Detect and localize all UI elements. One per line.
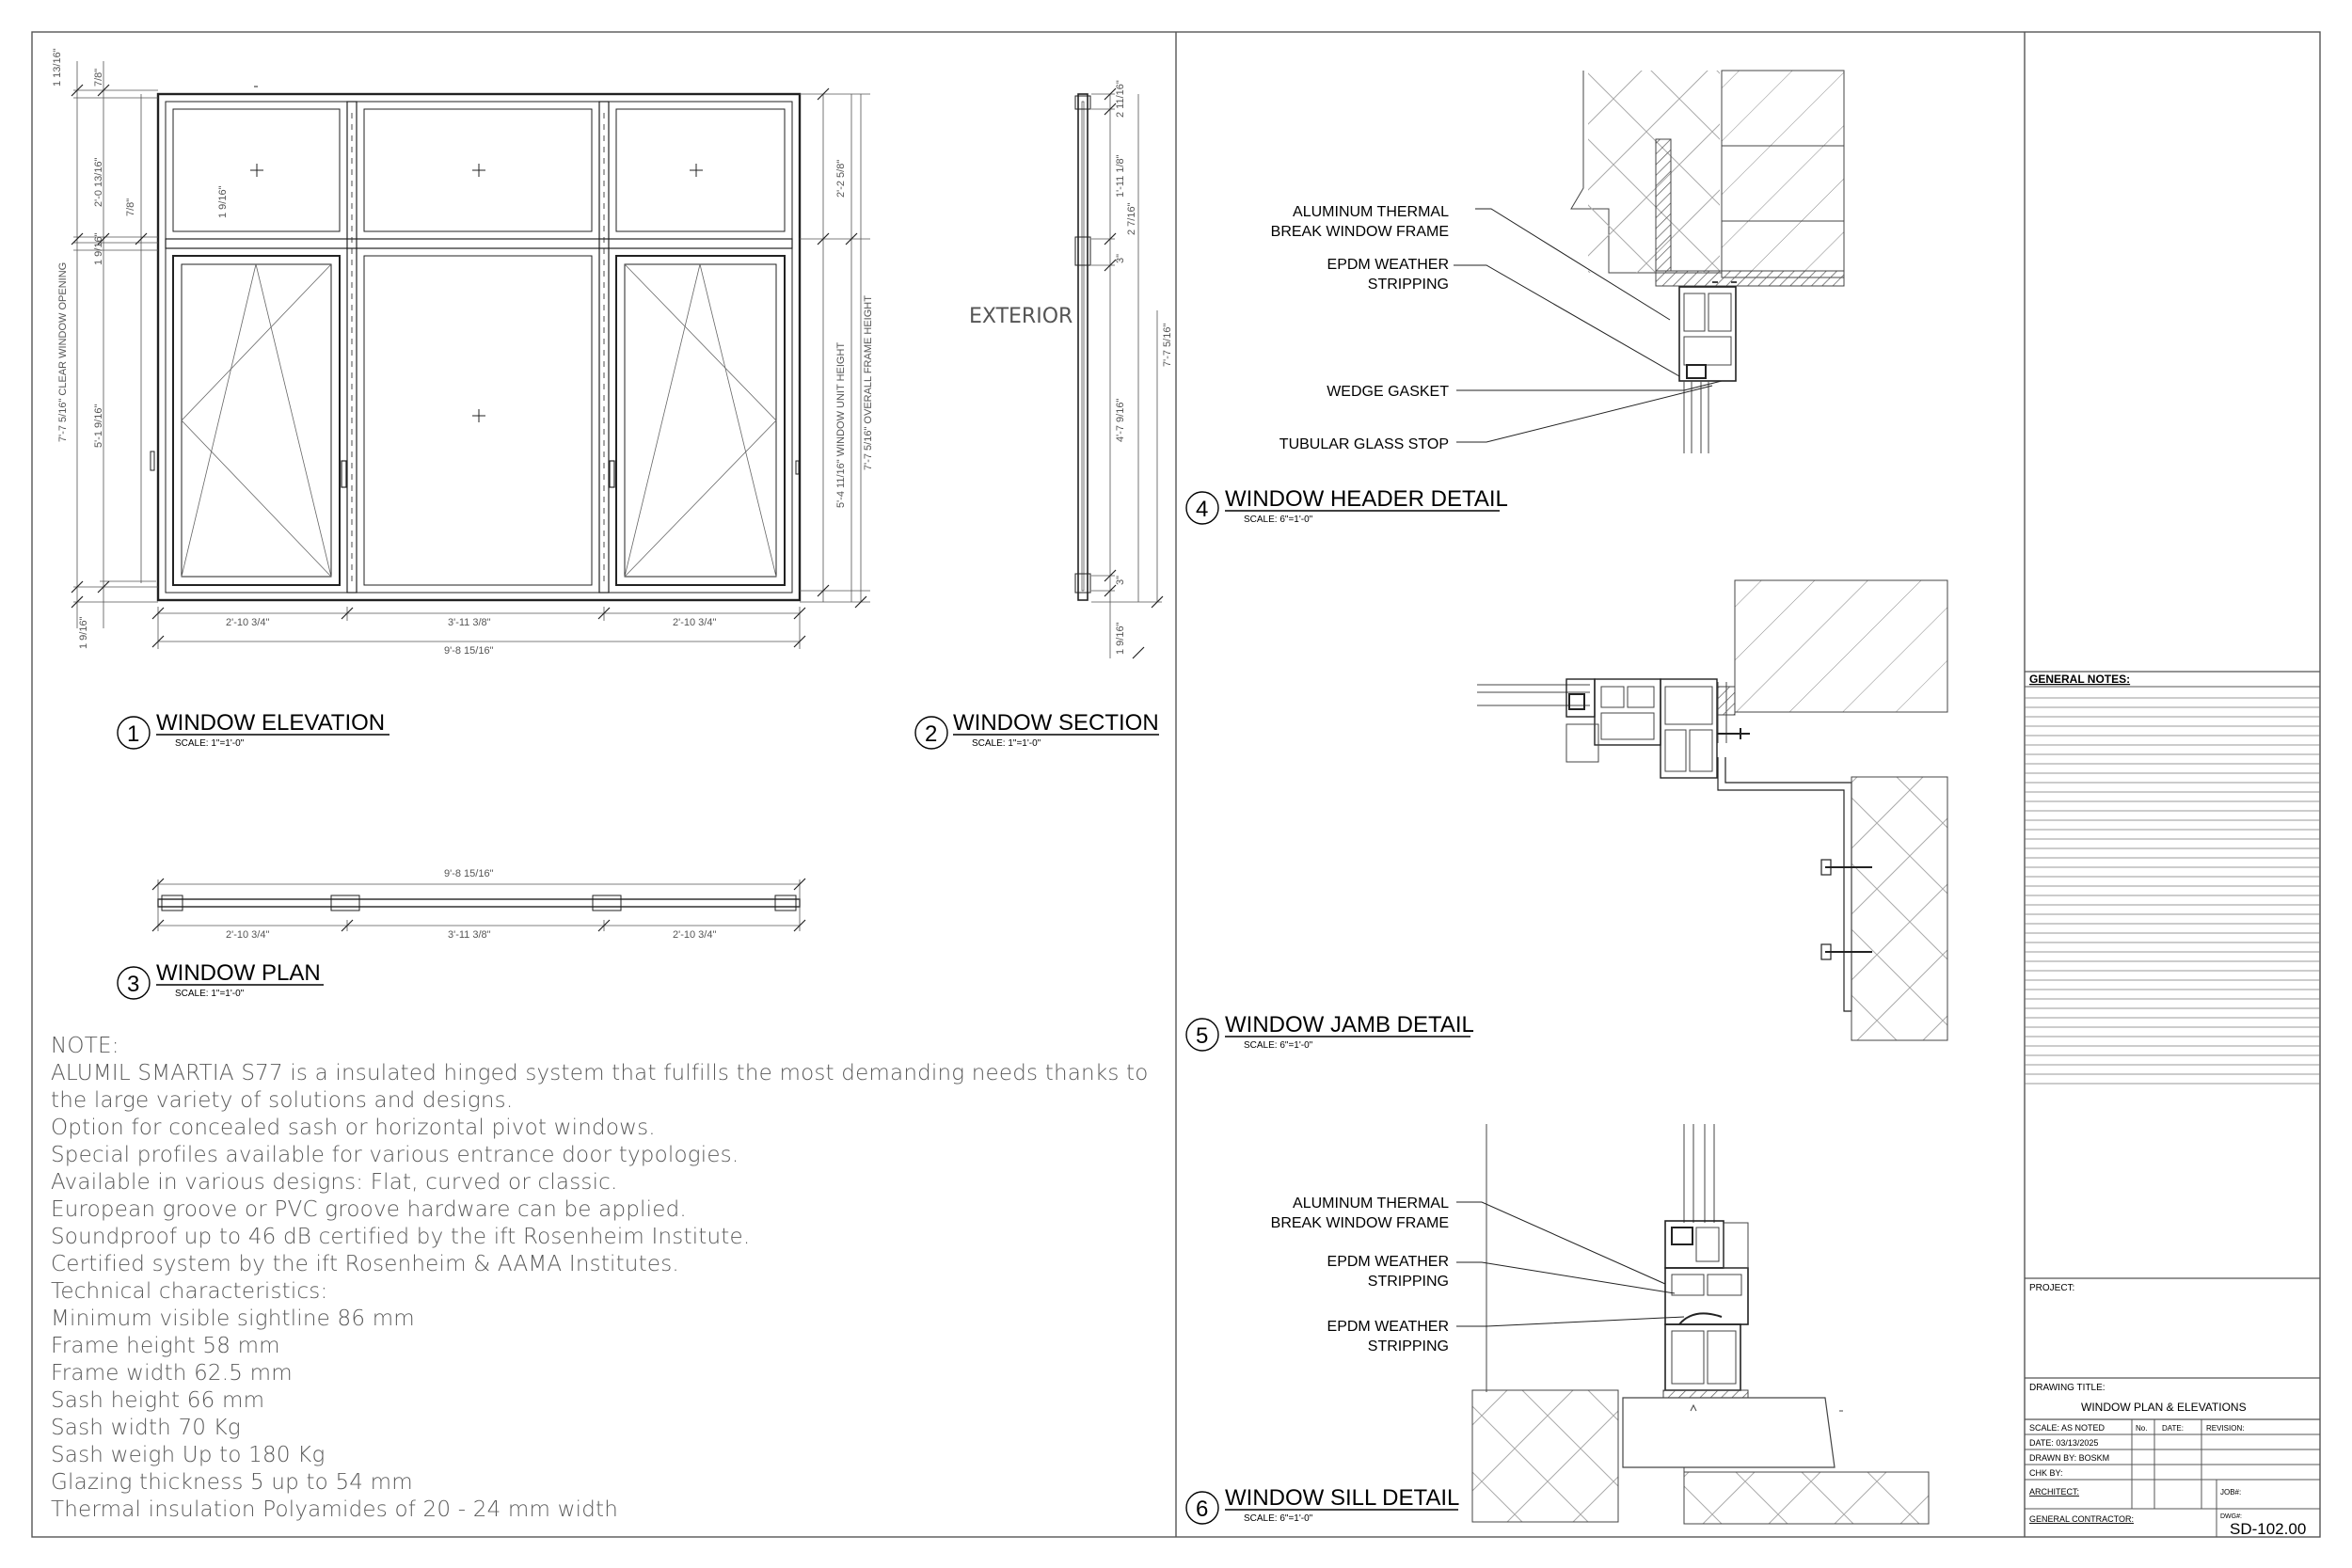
header-callout-epdm-2: STRIPPING bbox=[1367, 277, 1449, 293]
dim-width-mid: 3'-11 3/8" bbox=[448, 617, 491, 628]
view-title-4 bbox=[1186, 486, 1508, 525]
dim-top-small: 1 13/16" bbox=[52, 48, 63, 87]
chk-by-label: CHK BY: bbox=[2029, 1468, 2063, 1478]
dim-upper: 2'-0 13/16" bbox=[93, 157, 104, 207]
drawing-title-label: DRAWING TITLE: bbox=[2029, 1383, 2106, 1393]
date-label: DATE: 03/13/2025 bbox=[2029, 1438, 2099, 1448]
drawing-title: WINDOW PLAN & ELEVATIONS bbox=[2081, 1401, 2247, 1414]
section-d6: 3" bbox=[1115, 575, 1126, 585]
window-plan bbox=[152, 879, 805, 931]
notes-line: Soundproof up to 46 dB certified by the ift Rosenheim Institute. bbox=[51, 1225, 751, 1249]
view-title-text-5: WINDOW JAMB DETAIL bbox=[1225, 1012, 1474, 1037]
job-label: JOB#: bbox=[2220, 1488, 2242, 1497]
sill-callout-epdm-a-1: EPDM WEATHER bbox=[1327, 1254, 1449, 1270]
sill-callout-epdm-a-2: STRIPPING bbox=[1367, 1274, 1449, 1290]
notes-heading: NOTE: bbox=[51, 1034, 119, 1058]
view-title-text-2: WINDOW SECTION bbox=[953, 710, 1159, 736]
plan-total: 9'-8 15/16" bbox=[444, 868, 494, 879]
section-dim-texts bbox=[969, 80, 1173, 655]
section-total: 7'-7 5/16" bbox=[1162, 323, 1173, 367]
section-d5: 4'-7 9/16" bbox=[1115, 398, 1126, 442]
notes-line: Special profiles available for various entrance door typologies. bbox=[51, 1143, 739, 1167]
header-callout-wedge: WEDGE GASKET bbox=[1327, 384, 1449, 400]
section-exterior-label: EXTERIOR bbox=[969, 305, 1073, 328]
section-d1: 2 11/16" bbox=[1115, 80, 1126, 118]
sill-callout-frame-1: ALUMINUM THERMAL bbox=[1293, 1196, 1449, 1212]
dwg-label: DWG#: bbox=[2220, 1513, 2242, 1520]
sill-callout-epdm-b-1: EPDM WEATHER bbox=[1327, 1319, 1449, 1335]
notes-line: Technical characteristics: bbox=[51, 1279, 328, 1304]
notes-line: Sash width 70 Kg bbox=[51, 1416, 241, 1440]
plan-right: 2'-10 3/4" bbox=[673, 929, 717, 941]
view-number-1: 1 bbox=[127, 721, 140, 747]
dim-width-left: 2'-10 3/4" bbox=[226, 617, 270, 628]
dim-unit-height: 5'-4 11/16" WINDOW UNIT HEIGHT bbox=[835, 341, 847, 508]
dim-transom: 1 9/16" bbox=[217, 185, 229, 218]
sheet-number: SD-102.00 bbox=[2230, 1520, 2307, 1538]
drawn-by-label: DRAWN BY: BOSKM bbox=[2029, 1453, 2110, 1463]
header-callout-frame-2: BREAK WINDOW FRAME bbox=[1270, 224, 1449, 240]
notes-line: Sash weigh Up to 180 Kg bbox=[51, 1443, 326, 1467]
dim-mid-78: 7/8" bbox=[125, 198, 136, 216]
notes-line: Available in various designs: Flat, curved or classic. bbox=[51, 1170, 618, 1195]
view-title-5 bbox=[1186, 1012, 1474, 1051]
view-scale-1: SCALE: 1"=1'-0" bbox=[175, 738, 245, 749]
plan-left: 2'-10 3/4" bbox=[226, 929, 270, 941]
notes-line: European groove or PVC groove hardware can be applied. bbox=[51, 1197, 687, 1222]
header-callout-epdm-1: EPDM WEATHER bbox=[1327, 257, 1449, 273]
jamb-detail bbox=[1477, 580, 1947, 1040]
view-title-text-6: WINDOW SILL DETAIL bbox=[1225, 1485, 1460, 1511]
section-d3: 2 7/16" bbox=[1126, 202, 1137, 235]
sill-callout-epdm-b-2: STRIPPING bbox=[1367, 1338, 1449, 1354]
architect-label: ARCHITECT: bbox=[2029, 1487, 2080, 1497]
general-contractor-label: GENERAL CONTRACTOR: bbox=[2029, 1514, 2135, 1524]
notes-line: Thermal insulation Polyamides of 20 - 24 mm width bbox=[51, 1497, 619, 1522]
date-col-label: DATE: bbox=[2162, 1424, 2184, 1433]
dim-left-small: 1 9/16" bbox=[93, 232, 104, 265]
section-d2: 1'-11 1/8" bbox=[1115, 154, 1126, 198]
sill-callouts bbox=[1271, 1196, 1449, 1354]
view-title-text-1: WINDOW ELEVATION bbox=[156, 710, 386, 736]
view-title-2 bbox=[915, 710, 1159, 749]
notes-line: Frame width 62.5 mm bbox=[51, 1361, 293, 1386]
view-title-text-4: WINDOW HEADER DETAIL bbox=[1225, 486, 1508, 512]
notes-line: Frame height 58 mm bbox=[51, 1334, 280, 1358]
view-title-6 bbox=[1186, 1485, 1459, 1524]
revision-col-label: REVISION: bbox=[2206, 1424, 2245, 1433]
header-callout-frame-1: ALUMINUM THERMAL bbox=[1293, 204, 1449, 220]
scale-label: SCALE: AS NOTED bbox=[2029, 1423, 2106, 1433]
notes-block bbox=[51, 1033, 1161, 1524]
plan-dim-texts bbox=[226, 868, 716, 941]
notes-line: Option for concealed sash or horizontal pivot windows. bbox=[51, 1116, 656, 1140]
window-elevation bbox=[72, 61, 870, 649]
title-block bbox=[2025, 672, 2320, 1538]
dim-lower: 5'-1 9/16" bbox=[93, 404, 104, 448]
notes-line: Certified system by the ift Rosenheim & AAMA Institutes. bbox=[51, 1252, 679, 1276]
project-label: PROJECT: bbox=[2029, 1283, 2075, 1293]
view-scale-5: SCALE: 6"=1'-0" bbox=[1244, 1040, 1313, 1051]
section-d7: 1 9/16" bbox=[1115, 622, 1126, 655]
dim-bottom-small: 1 9/16" bbox=[78, 616, 89, 649]
dim-top-78: 7/8" bbox=[93, 68, 104, 87]
notes-line: Glazing thickness 5 up to 54 mm bbox=[51, 1470, 413, 1495]
view-title-3 bbox=[118, 960, 324, 999]
sill-leaders bbox=[1456, 1202, 1684, 1326]
view-scale-3: SCALE: 1"=1'-0" bbox=[175, 989, 245, 999]
section-d4: 3" bbox=[1115, 253, 1126, 263]
dim-width-total: 9'-8 15/16" bbox=[444, 645, 494, 657]
dim-clear-opening: 7'-7 5/16" CLEAR WINDOW OPENING bbox=[57, 261, 69, 442]
view-number-4: 4 bbox=[1196, 497, 1209, 522]
dim-width-right: 2'-10 3/4" bbox=[673, 617, 717, 628]
view-title-text-3: WINDOW PLAN bbox=[156, 960, 321, 986]
view-scale-2: SCALE: 1"=1'-0" bbox=[972, 738, 1041, 749]
view-scale-6: SCALE: 6"=1'-0" bbox=[1244, 1513, 1313, 1524]
view-number-3: 3 bbox=[127, 972, 140, 997]
dim-frame-height: 7'-7 5/16" OVERALL FRAME HEIGHT bbox=[863, 295, 874, 470]
dim-right-upper: 2'-2 5/8" bbox=[835, 159, 847, 198]
view-title-1 bbox=[118, 710, 389, 749]
general-notes-label: GENERAL NOTES: bbox=[2029, 673, 2131, 686]
header-callouts bbox=[1271, 204, 1450, 452]
notes-line: ALUMIL SMARTIA S77 is a insulated hinged system that fulfills the most demanding needs thanks to the large variety of solutions and designs. bbox=[51, 1061, 1149, 1113]
view-scale-4: SCALE: 6"=1'-0" bbox=[1244, 515, 1313, 525]
general-notes-lines bbox=[2025, 698, 2320, 1084]
header-detail bbox=[1571, 71, 1844, 453]
view-number-2: 2 bbox=[925, 721, 938, 747]
view-number-6: 6 bbox=[1196, 1497, 1209, 1522]
sill-callout-frame-2: BREAK WINDOW FRAME bbox=[1270, 1215, 1449, 1231]
header-callout-glass-stop: TUBULAR GLASS STOP bbox=[1279, 436, 1449, 452]
view-number-5: 5 bbox=[1196, 1023, 1209, 1049]
no-col-label: No. bbox=[2136, 1424, 2148, 1433]
notes-line: Sash height 66 mm bbox=[51, 1388, 265, 1413]
plan-mid: 3'-11 3/8" bbox=[448, 929, 491, 941]
elevation-dim-texts bbox=[52, 48, 874, 657]
notes-line: Minimum visible sightline 86 mm bbox=[51, 1307, 415, 1331]
